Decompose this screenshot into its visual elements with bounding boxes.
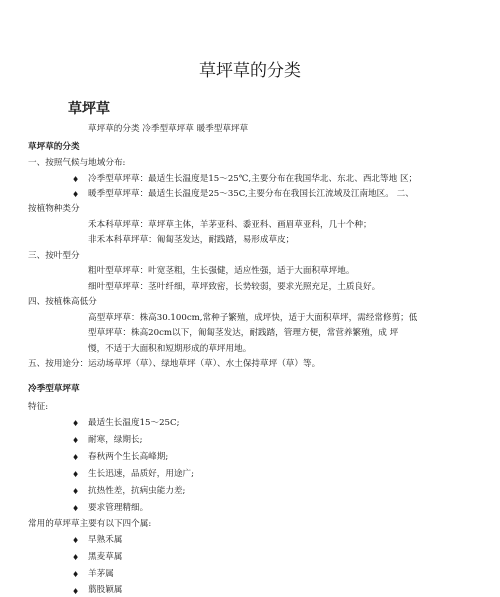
feature-item: 抗热性差，抗病虫能力差;	[88, 486, 186, 496]
genus-item: 翦股颖属	[88, 585, 123, 595]
gramineae-line: 禾本科草坪草：草坪草主体，羊茅亚科、黍亚科、画眉草亚科，几十个种；	[88, 220, 372, 230]
tall-line-3: 慢，不适于大面积和短期形成的草坪用地。	[88, 344, 252, 354]
bullet-icon: ♦	[72, 536, 80, 545]
non-gramineae-line: 非禾本科草坪草：匍匐茎发达，耐践踏，易形成草皮；	[88, 235, 295, 245]
bullet-icon: ♦	[72, 587, 80, 596]
genus-item: 早熟禾属	[88, 535, 123, 545]
feature-item: 要求管理精细。	[88, 503, 149, 513]
cool-season-heading: 冷季型草坪草	[28, 384, 80, 394]
subtitle: 草坪草的分类 冷季型草坪草 暖季型草坪草	[88, 124, 249, 134]
plant-species-label: 按植物种类分	[28, 204, 80, 214]
wide-leaf-line: 粗叶型草坪草：叶宽茎粗，生长强健，适应性强，适于大面积草坪地。	[88, 266, 355, 276]
genera-label: 常用的草坪草主要有以下四个属:	[28, 519, 152, 529]
feature-item: 耐寒，绿期长;	[88, 435, 143, 445]
climate-label: 一、按照气候与地域分布:	[28, 158, 126, 168]
bullet-icon: ♦	[72, 453, 80, 462]
warm-season-line: 暖季型草坪草：最适生长温度是25～35C,主要分布在我国长江流域及江南地区。 二、	[88, 189, 414, 199]
bullet-icon: ♦	[72, 436, 80, 445]
bullet-icon: ♦	[72, 570, 80, 579]
cool-season-line: 冷季型草坪草：最适生长温度是15～25℃,主要分布在我国华北、东北、西北等地 区；	[88, 174, 418, 184]
bullet-icon: ♦	[72, 175, 80, 184]
genus-item: 黑麦草属	[88, 552, 123, 562]
page-title: 草坪草的分类	[199, 61, 301, 81]
fine-leaf-line: 细叶型草坪草：茎叶纤细，草坪致密，长势较弱，要求光照充足，土质良好。	[88, 282, 381, 292]
feature-item: 春秋两个生长高峰期;	[88, 452, 169, 462]
bullet-icon: ♦	[72, 470, 80, 479]
feature-item: 最适生长温度15～25C;	[88, 418, 180, 428]
tall-line-1: 高型草坪草：株高30.100cm,常种子繁殖，成坪快，适于大面积草坪，需经常修剪；低	[88, 313, 418, 323]
feature-item: 生长迅速，品质好，用途广;	[88, 469, 195, 479]
genus-item: 羊茅属	[88, 569, 114, 579]
classification-heading: 草坪草的分类	[28, 142, 80, 152]
features-label: 特征:	[28, 402, 49, 412]
section-heading: 草坪草	[68, 101, 110, 117]
bullet-icon: ♦	[72, 487, 80, 496]
leaf-type-label: 三、按叶型分	[28, 251, 80, 261]
height-label: 四、按植株高低分	[28, 297, 97, 307]
bullet-icon: ♦	[72, 419, 80, 428]
bullet-icon: ♦	[72, 553, 80, 562]
bullet-icon: ♦	[72, 504, 80, 513]
use-label: 五、按用途分：运动场草坪（草）、绿地草坪（草）、水土保持草坪（草）等。	[28, 359, 321, 369]
tall-line-2: 型草坪草：株高20cm以下，匍匐茎发达，耐践踏，管理方便，常营养繁殖，成 坪	[88, 328, 399, 338]
bullet-icon: ♦	[72, 190, 80, 199]
